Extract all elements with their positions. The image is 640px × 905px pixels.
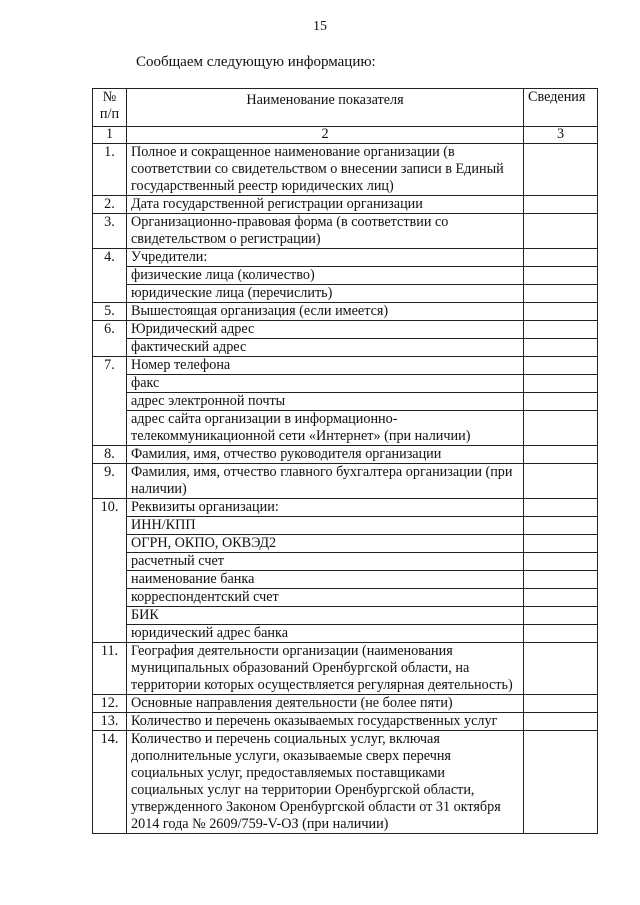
table-row <box>93 713 598 731</box>
indicator-name: Фамилия, имя, отчество руководителя организации <box>127 446 524 464</box>
table-row <box>93 499 598 517</box>
value-cell[interactable] <box>524 249 598 267</box>
table-row <box>93 625 598 643</box>
value-cell[interactable] <box>524 285 598 303</box>
value-cell[interactable] <box>524 393 598 411</box>
indicator-subitem: юридический адрес банка <box>127 625 524 643</box>
value-cell[interactable] <box>524 375 598 393</box>
indicator-name: География деятельности организации (наименования муниципальных образований Оренбургской области, на территории которых осуществляется регулярная деятельность) <box>127 643 524 695</box>
value-cell[interactable] <box>524 553 598 571</box>
table-row <box>93 144 598 196</box>
column-number-3: 3 <box>524 127 598 144</box>
indicator-name: Основные направления деятельности (не более пяти) <box>127 695 524 713</box>
table-row <box>93 464 598 499</box>
table-row <box>93 446 598 464</box>
indicator-subitem: физические лица (количество) <box>127 267 524 285</box>
value-cell[interactable] <box>524 517 598 535</box>
row-number: 7. <box>93 357 127 446</box>
table-row <box>93 214 598 249</box>
row-number: 1. <box>93 144 127 196</box>
row-number: 2. <box>93 196 127 214</box>
row-number: 11. <box>93 643 127 695</box>
row-number: 5. <box>93 303 127 321</box>
header-name: Наименование показателя <box>127 89 524 127</box>
table-row <box>93 731 598 834</box>
indicator-subitem: факс <box>127 375 524 393</box>
table-row <box>93 607 598 625</box>
indicator-name: Количество и перечень социальных услуг, включая дополнительные услуги, оказываемые сверх перечня социальных услуг, предоставляемых поставщиками социальных услуг на территории Оренбургской области, утвержденного Законом Оренбургской области от 31 октября 2014 года № 2609/759-V-ОЗ (при наличии) <box>127 731 524 834</box>
table-row <box>93 267 598 285</box>
row-number: 4. <box>93 249 127 303</box>
row-number: 10. <box>93 499 127 643</box>
indicator-subitem: БИК <box>127 607 524 625</box>
value-cell[interactable] <box>524 321 598 339</box>
information-table <box>92 88 598 834</box>
indicator-name: Учредители: <box>127 249 524 267</box>
value-cell[interactable] <box>524 535 598 553</box>
page-number: 15 <box>313 19 327 34</box>
value-cell[interactable] <box>524 713 598 731</box>
column-number-2: 2 <box>127 127 524 144</box>
table-row <box>93 303 598 321</box>
indicator-subitem: ИНН/КПП <box>127 517 524 535</box>
table-row <box>93 411 598 446</box>
value-cell[interactable] <box>524 339 598 357</box>
indicator-subitem: фактический адрес <box>127 339 524 357</box>
row-number: 14. <box>93 731 127 834</box>
column-number-1: 1 <box>93 127 127 144</box>
table-row <box>93 517 598 535</box>
table-row <box>93 375 598 393</box>
indicator-subitem: адрес электронной почты <box>127 393 524 411</box>
value-cell[interactable] <box>524 589 598 607</box>
value-cell[interactable] <box>524 695 598 713</box>
table-row <box>93 571 598 589</box>
value-cell[interactable] <box>524 625 598 643</box>
value-cell[interactable] <box>524 411 598 446</box>
indicator-subitem: ОГРН, ОКПО, ОКВЭД2 <box>127 535 524 553</box>
table-row <box>93 393 598 411</box>
indicator-name: Номер телефона <box>127 357 524 375</box>
indicator-subitem: адрес сайта организации в информационно-телекоммуникационной сети «Интернет» (при наличии) <box>127 411 524 446</box>
value-cell[interactable] <box>524 214 598 249</box>
indicator-name: Дата государственной регистрации организации <box>127 196 524 214</box>
table-row <box>93 196 598 214</box>
table-row <box>93 643 598 695</box>
row-number: 6. <box>93 321 127 357</box>
value-cell[interactable] <box>524 571 598 589</box>
row-number: 12. <box>93 695 127 713</box>
indicator-name: Количество и перечень оказываемых государственных услуг <box>127 713 524 731</box>
row-number: 9. <box>93 464 127 499</box>
table-row <box>93 249 598 267</box>
value-cell[interactable] <box>524 607 598 625</box>
indicator-subitem: наименование банка <box>127 571 524 589</box>
indicator-name: Юридический адрес <box>127 321 524 339</box>
table-row <box>93 553 598 571</box>
value-cell[interactable] <box>524 464 598 499</box>
value-cell[interactable] <box>524 144 598 196</box>
intro-text: Сообщаем следующую информацию: <box>136 54 376 70</box>
value-cell[interactable] <box>524 196 598 214</box>
table-header-row <box>93 89 598 127</box>
table-row <box>93 589 598 607</box>
table-row <box>93 285 598 303</box>
value-cell[interactable] <box>524 446 598 464</box>
table-row <box>93 339 598 357</box>
header-value: Сведения <box>524 89 598 127</box>
header-num: № п/п <box>93 89 127 127</box>
indicator-name: Организационно-правовая форма (в соответствии со свидетельством о регистрации) <box>127 214 524 249</box>
row-number: 13. <box>93 713 127 731</box>
row-number: 3. <box>93 214 127 249</box>
table-row <box>93 535 598 553</box>
indicator-subitem: корреспондентский счет <box>127 589 524 607</box>
table-row <box>93 357 598 375</box>
table-row <box>93 321 598 339</box>
value-cell[interactable] <box>524 731 598 834</box>
indicator-name: Полное и сокращенное наименование организации (в соответствии со свидетельством о внесении записи в Единый государственный реестр юридических лиц) <box>127 144 524 196</box>
value-cell[interactable] <box>524 303 598 321</box>
indicator-name: Реквизиты организации: <box>127 499 524 517</box>
value-cell[interactable] <box>524 357 598 375</box>
row-number: 8. <box>93 446 127 464</box>
indicator-subitem: юридические лица (перечислить) <box>127 285 524 303</box>
value-cell[interactable] <box>524 267 598 285</box>
column-numbers-row <box>93 127 598 144</box>
value-cell[interactable] <box>524 643 598 695</box>
indicator-subitem: расчетный счет <box>127 553 524 571</box>
indicator-name: Вышестоящая организация (если имеется) <box>127 303 524 321</box>
table-row <box>93 695 598 713</box>
indicator-name: Фамилия, имя, отчество главного бухгалтера организации (при наличии) <box>127 464 524 499</box>
value-cell[interactable] <box>524 499 598 517</box>
